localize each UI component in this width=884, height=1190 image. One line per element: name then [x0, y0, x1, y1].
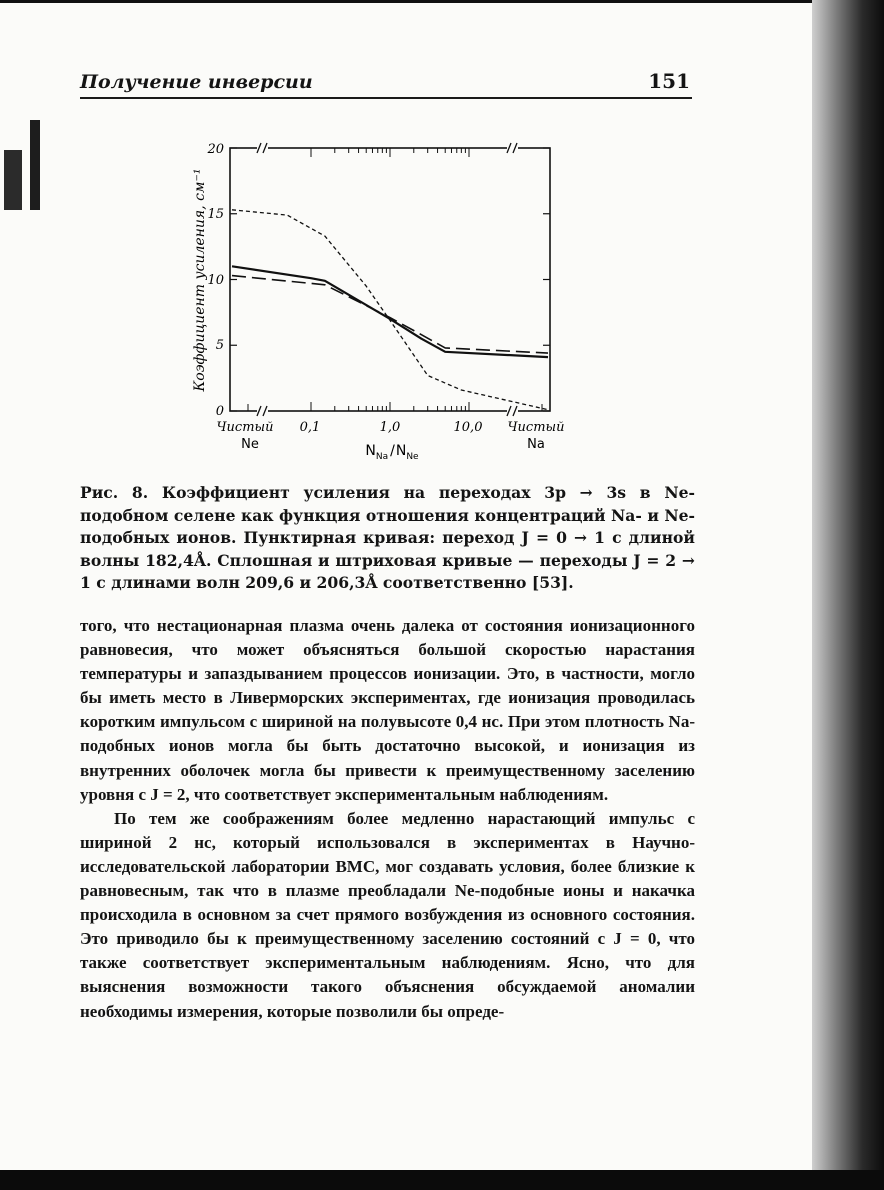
page-header [80, 67, 692, 99]
y-tick-label: 10 [207, 273, 224, 288]
x-axis-title [365, 443, 419, 462]
scan-edge-top [0, 0, 812, 3]
curve-short-dash [232, 210, 548, 410]
body-text [80, 614, 695, 1024]
caption-label: Рис. 8. [80, 483, 149, 502]
gain-chart [170, 135, 600, 470]
x-end-label-left-element: Ne [241, 437, 259, 452]
figure-8 [170, 135, 600, 470]
y-tick-label: 15 [207, 207, 224, 222]
x-axis-title-n2: N [395, 443, 407, 459]
page-number: 151 [648, 69, 690, 93]
y-tick-label: 5 [215, 338, 224, 353]
paragraph: того, что нестационарная плазма очень далека от состояния ионизационного равновесия, что может объясняться большой скоростью нарастания температуры и запаздыванием процессов ионизации. Это, в частности, могло бы иметь место в Ливерморских экспериментах, где ионизация проводилась коротким импульсом с шириной на полувысоте 0,4 нс. При этом плотность Na-подобных ионов могла бы быть достаточно высокой, и ионизация из внутренних оболочек могла бы привести к преимущественному заселению уровня с J = 2, что соответствует экспериментальным наблюдениям. [80, 616, 695, 804]
x-end-label-right: Чистый [507, 420, 565, 435]
x-end-label-left: Чистый [216, 420, 274, 435]
scan-edge-bottom [0, 1170, 884, 1190]
x-axis-title-sub-ne: Ne [406, 452, 419, 462]
caption-text: Коэффициент усиления на переходах 3р → 3s в Ne-подобном селене как функция отношения концентраций Na- и Ne-подобных ионов. Пунктирная кривая: переход J = 0 → 1 с длиной волны 182,4Å. Сплошная и штриховая кривые — переходы J = 2 → 1 с длинами волн 209,6 и 206,3Å соответственно [53]. [80, 483, 695, 592]
curve-long-dash [232, 276, 548, 354]
figure-caption [80, 482, 695, 595]
x-end-label-right-element: Na [527, 437, 545, 452]
running-head: Получение инверсии [80, 71, 313, 93]
y-axis-title: Коэффициент усиления, см⁻¹ [192, 168, 208, 392]
scan-artifact-left [30, 120, 40, 210]
curves [232, 210, 548, 410]
x-tick-label: 10,0 [453, 420, 483, 435]
axis-breaks [257, 143, 518, 416]
scan-artifact-left [4, 150, 22, 210]
scan-edge-right [812, 0, 884, 1190]
x-tick-label: 1,0 [379, 420, 401, 435]
y-tick-label: 0 [215, 404, 224, 419]
x-axis-title-slash: / [390, 443, 395, 459]
x-tick-label: 0,1 [299, 420, 321, 435]
x-axis-title-sub-na: Na [375, 452, 389, 462]
x-axis-title-n: N [365, 443, 376, 459]
paragraph: По тем же соображениям более медленно нарастающий импульс с шириной 2 нс, который использовался в экспериментах в Научно-исследовательской лаборатории ВМС, мог создавать условия, более близкие к равновесным, так что в плазме преобладали Ne-подобные ионы и накачка происходила в основном за счет прямого возбуждения из основного состояния. Это приводило бы к преимущественному заселению состояний с J = 0, что также соответствует экспериментальным наблюдениям. Ясно, что для выяснения возможности такого объяснения обсуждаемой аномалии необходимы измерения, которые позволили бы опреде- [80, 808, 695, 1021]
y-tick-label: 20 [207, 142, 224, 157]
